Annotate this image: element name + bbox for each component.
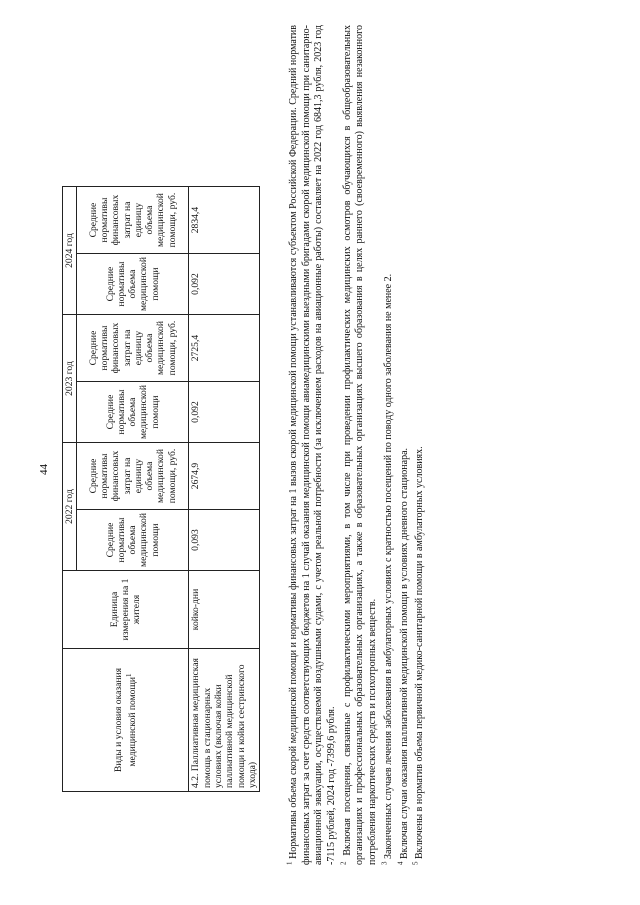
header-cost-norm-2024: Средние нормативы финансовых затрат на единицу объема медицинской помощи, руб. xyxy=(77,187,189,254)
header-volume-norm-2024: Средние нормативы объема медицинской помощи xyxy=(77,254,189,315)
footnote-number: 2 xyxy=(339,861,348,865)
page-number: 44 xyxy=(38,464,50,475)
cell-cost-2022: 2674,9 xyxy=(189,443,260,510)
footnote-5 xyxy=(411,25,427,865)
header-unit: Единица измерения на 1 жителя xyxy=(63,571,189,649)
cell-volume-2024: 0,092 xyxy=(189,254,260,315)
footnote-4 xyxy=(396,25,412,865)
header-kinds-of-care xyxy=(63,649,189,792)
footnote-number: 3 xyxy=(380,861,389,865)
footnote-1 xyxy=(285,24,339,865)
footnote-number: 5 xyxy=(411,861,420,865)
footnotes xyxy=(285,24,430,865)
header-year-2023: 2023 год xyxy=(63,315,77,443)
footnote-text: Включая посещения, связанные с профилактическими мероприятиями, в том числе при проведении профилактических медицинских осмотров обучающихся в общеобразовательных организациях и профессиональных образовательных организациях, а также в образовательных организациях высшего образования в целях раннего (своевременного) выявления незаконного потребления наркотических средств и психотропных веществ. xyxy=(341,25,379,865)
footnote-ref-1: 1 xyxy=(124,673,133,677)
table-header-row-years xyxy=(63,187,77,792)
header-kinds-of-care-label: Виды и условия оказания медицинской помощи xyxy=(113,667,138,773)
cell-cost-2023: 2725,4 xyxy=(189,315,260,382)
header-volume-norm-2022: Средние нормативы объема медицинской помощи xyxy=(77,510,189,571)
cell-cost-2024: 2834,4 xyxy=(189,187,260,254)
cell-volume-2023: 0,092 xyxy=(189,382,260,443)
footnote-number: 1 xyxy=(285,861,294,865)
footnote-2 xyxy=(339,25,380,865)
footnote-number: 4 xyxy=(396,861,405,865)
cell-kind-of-care: 4.2. Паллиативная медицинская помощь в стационарных условиях (включая койки паллиативной медицинской помощи и койки сестринского ухода) xyxy=(189,649,260,792)
header-year-2024: 2024 год xyxy=(63,187,77,315)
footnote-text: Нормативы объема скорой медицинской помощи и нормативы финансовых затрат на 1 вызов скорой медицинской помощи устанавливаются субъектом Российской Федерации. Средний норматив финансовых затрат за счет средств соответствующих бюджетов на 1 случай оказания медицинской помощи авиамедицинскими выездными бригадами скорой медицинской помощи при санитарно-авиационной эвакуации, осуществляемой воздушными судами, с учетом реальной потребности (за исключением расходов на авиационные работы) составляет на 2022 год 6841,3 рубля, 2023 год -7115 рублей, 2024 год -7399,6 рубля. xyxy=(288,24,338,865)
header-cost-norm-2023: Средние нормативы финансовых затрат на единицу объема медицинской помощи, руб. xyxy=(77,315,189,382)
header-cost-norm-2022: Средние нормативы финансовых затрат на единицу объема медицинской помощи, руб. xyxy=(77,443,189,510)
header-year-2022: 2022 год xyxy=(63,443,77,571)
footnote-text: Законченных случаев лечения заболевания в амбулаторных условиях с кратностью посещений по поводу одного заболевания не менее 2. xyxy=(382,273,394,859)
footnote-text: Включая случаи оказания паллиативной медицинской помощи в условиях дневного стационара. xyxy=(398,447,410,859)
footnote-text: Включены в норматив объема первичной медико-санитарной помощи в амбулаторных условиях. xyxy=(414,446,426,859)
cell-unit: койко-дни xyxy=(189,571,260,649)
norms-table xyxy=(62,186,260,792)
table-row xyxy=(189,187,260,792)
header-volume-norm-2023: Средние нормативы объема медицинской помощи xyxy=(77,382,189,443)
cell-volume-2022: 0,093 xyxy=(189,510,260,571)
footnote-3 xyxy=(380,25,396,865)
